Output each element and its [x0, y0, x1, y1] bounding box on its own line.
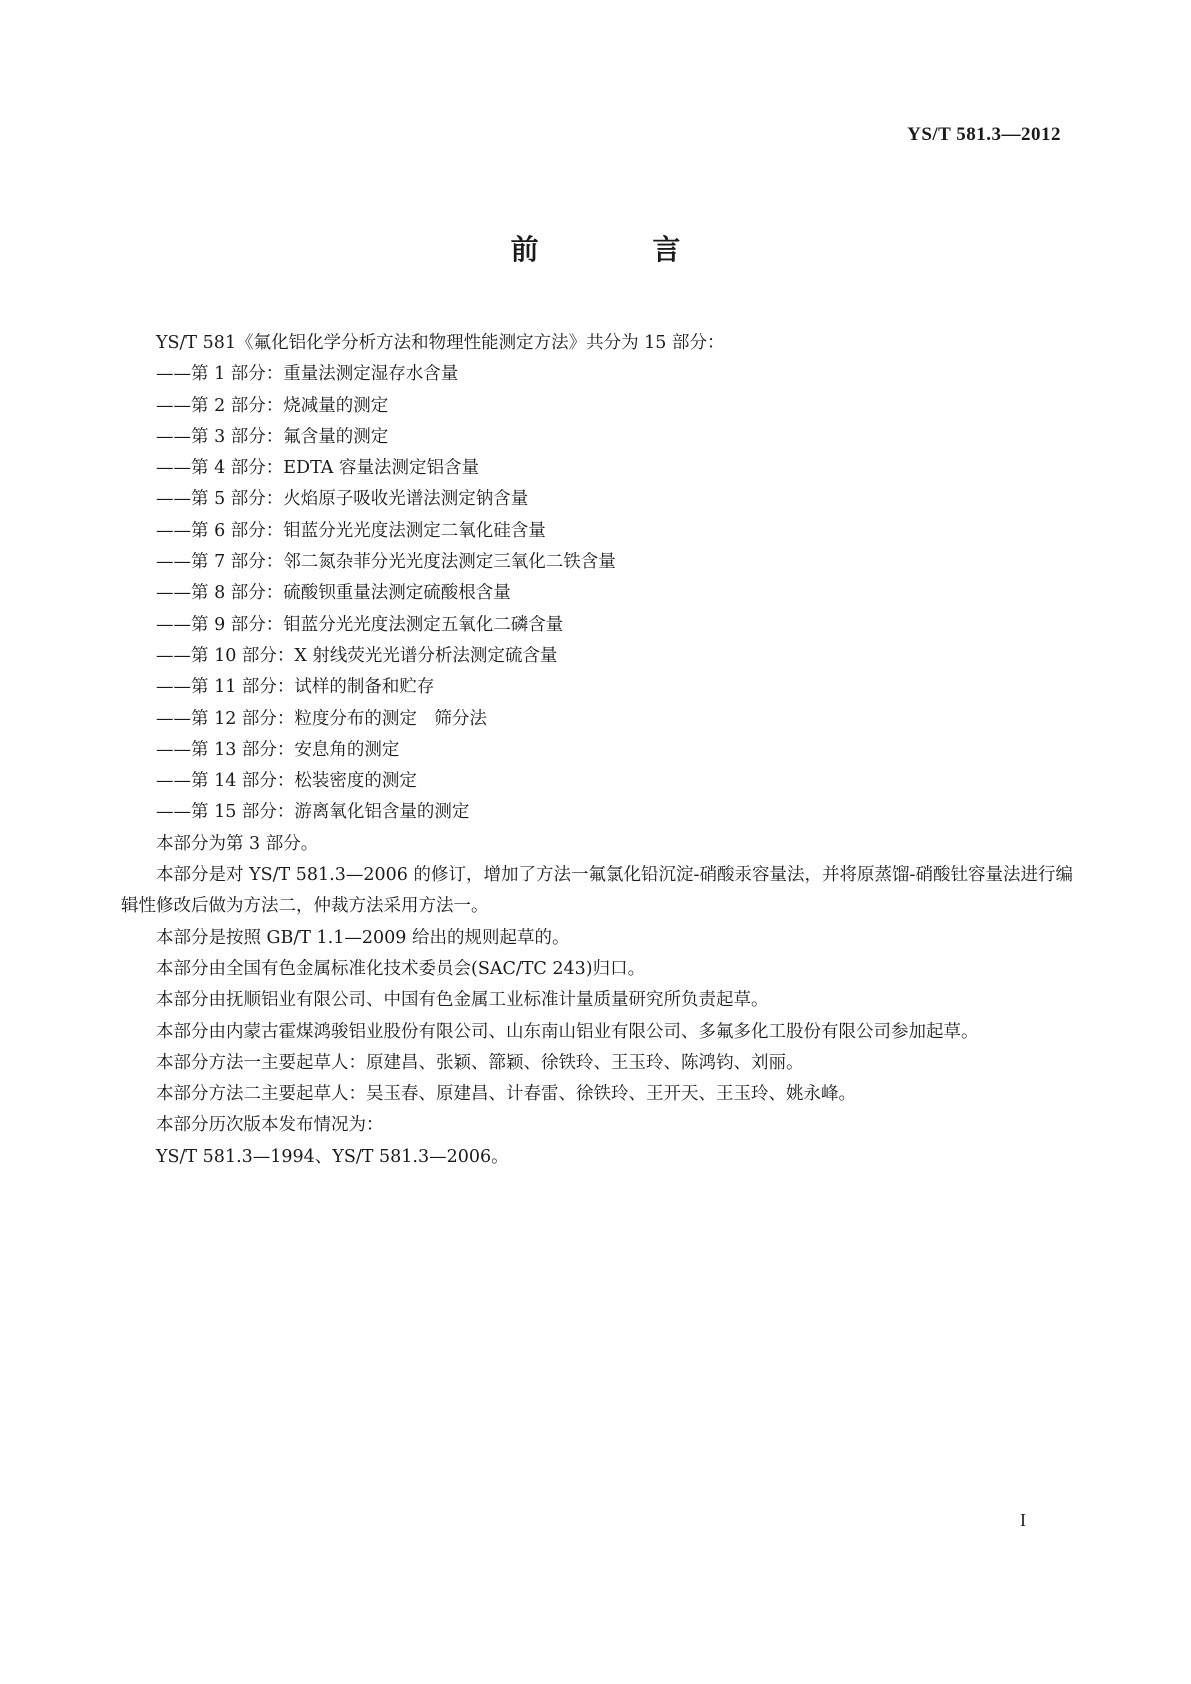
technical-committee-note: 本部分由全国有色金属标准化技术委员会(SAC/TC 243)归口。: [156, 958, 646, 979]
list-item: ——第 5 部分：火焰原子吸收光谱法测定钠含量: [156, 489, 529, 510]
foreword-body: [121, 328, 1073, 1173]
list-item: ——第 11 部分：试样的制备和贮存: [156, 677, 435, 698]
list-item: ——第 1 部分：重量法测定湿存水含量: [156, 364, 459, 385]
list-item: ——第 15 部分：游离氧化铝含量的测定: [156, 802, 470, 823]
list-item: ——第 8 部分：硫酸钡重量法测定硫酸根含量: [156, 583, 511, 604]
lead-drafter-note: 本部分由抚顺铝业有限公司、中国有色金属工业标准计量质量研究所负责起草。: [156, 990, 769, 1011]
list-item: ——第 2 部分：烧减量的测定: [156, 395, 389, 416]
version-history-label: 本部分历次版本发布情况为：: [156, 1115, 384, 1136]
part-statement: 本部分为第 3 部分。: [156, 833, 319, 854]
list-item: ——第 6 部分：钼蓝分光光度法测定二氧化硅含量: [156, 520, 546, 541]
standard-code: YS/T 581.3—2012: [907, 124, 1061, 145]
revision-note: 本部分是对 YS/T 581.3—2006 的修订，增加了方法一氟氯化铅沉淀-硝酸汞容量法，并将原蒸馏-硝酸钍容量法进行编辑性修改后做为方法二，仲裁方法采用方法一。: [121, 865, 1073, 917]
list-item: ——第 9 部分：钼蓝分光光度法测定五氧化二磷含量: [156, 614, 564, 635]
participating-drafters-note: 本部分由内蒙古霍煤鸿骏铝业股份有限公司、山东南山铝业有限公司、多氟多化工股份有限公司参加起草。: [156, 1021, 979, 1042]
method-one-drafters: 本部分方法一主要起草人：原建昌、张颖、篰颖、徐铁玲、王玉玲、陈鸿钧、刘丽。: [156, 1052, 804, 1073]
parts-list: [121, 359, 1073, 828]
list-item: ——第 14 部分：松装密度的测定: [156, 771, 417, 792]
version-history: YS/T 581.3—1994、YS/T 581.3—2006。: [156, 1146, 509, 1167]
intro-paragraph: YS/T 581《氟化铝化学分析方法和物理性能测定方法》共分为 15 部分：: [156, 333, 725, 353]
list-item: ——第 12 部分：粒度分布的测定 筛分法: [156, 708, 487, 729]
page-number: I: [1020, 1510, 1026, 1530]
list-item: ——第 13 部分：安息角的测定: [156, 739, 400, 760]
drafting-rules-note: 本部分是按照 GB/T 1.1—2009 给出的规则起草的。: [156, 927, 570, 948]
page-title: 前 言: [510, 233, 733, 266]
list-item: ——第 7 部分：邻二氮杂菲分光光度法测定三氧化二铁含量: [156, 552, 616, 573]
list-item: ——第 4 部分：EDTA 容量法测定铝含量: [156, 458, 479, 479]
method-two-drafters: 本部分方法二主要起草人：吴玉春、原建昌、计春雷、徐铁玲、王开天、王玉玲、姚永峰。: [156, 1084, 856, 1105]
list-item: ——第 3 部分：氟含量的测定: [156, 426, 389, 447]
list-item: ——第 10 部分：X 射线荧光光谱分析法测定硫含量: [156, 645, 558, 666]
